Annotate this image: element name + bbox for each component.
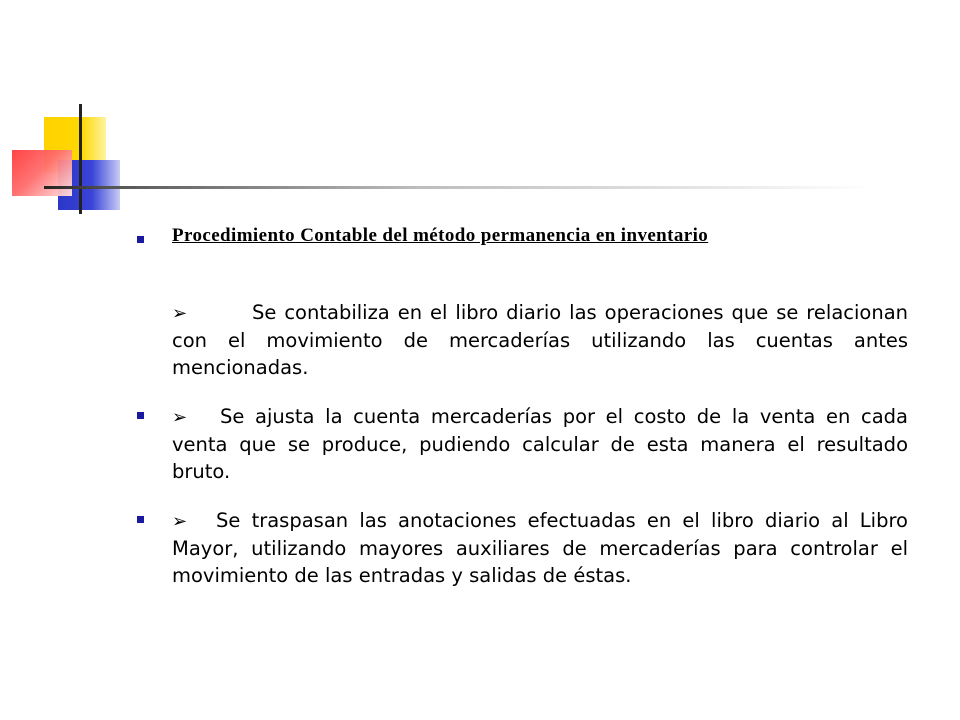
list-item (172, 507, 908, 589)
decorative-vertical-line (79, 104, 82, 214)
list-item-text: Se ajusta la cuenta mercaderías por el costo de la venta en cada venta que se produce, pudiendo calcular de esta manera el resultado bruto. (172, 405, 908, 483)
arrow-bullet-icon: ➢ (172, 511, 188, 532)
decorative-red-square (12, 150, 72, 196)
slide-title: Procedimiento Contable del método permanencia en inventario (172, 225, 709, 246)
list-item (172, 403, 908, 485)
list-item-text: Se contabiliza en el libro diario las operaciones que se relacionan con el movimiento de mercaderías utilizando las cuentas antes mencionadas. (172, 301, 908, 379)
decorative-horizontal-rule (44, 186, 874, 189)
list-item (172, 299, 908, 381)
arrow-bullet-icon: ➢ (172, 303, 188, 324)
bullet-icon (137, 236, 144, 243)
bullet-icon (137, 412, 144, 419)
arrow-bullet-icon: ➢ (172, 407, 188, 428)
bullet-icon (137, 516, 144, 523)
list-item-text: Se traspasan las anotaciones efectuadas en el libro diario al Libro Mayor, utilizando mayores auxiliares de mercaderías para controlar el movimiento de las entradas y salidas de éstas. (172, 509, 908, 587)
